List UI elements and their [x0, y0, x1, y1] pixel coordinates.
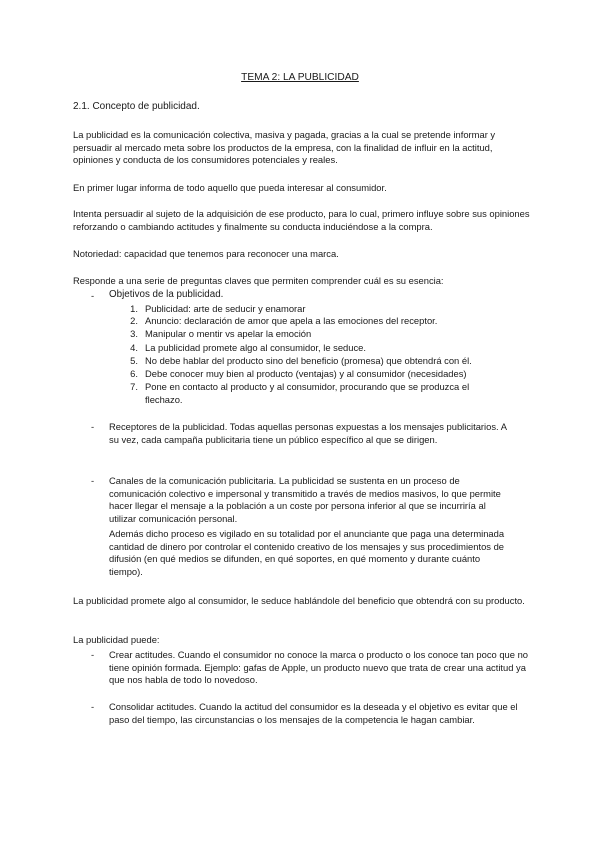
list-item-number: 1.: [130, 303, 138, 314]
list-item: No debe hablar del producto sino del beneficio (promesa) que obtendrá con él.: [145, 355, 472, 366]
paragraph-persuade: Intenta persuadir al sujeto de la adquisición de ese producto, para lo cual, primero influye sobre sus opiniones reforzando o cambiando actitudes y finalmente su conducta induciéndose a la compra.: [73, 208, 530, 232]
capability-consolidate: Consolidar actitudes. Cuando la actitud del consumidor es la deseada y el objetivo es evitar que el paso del tiempo, las circunstancias o los mensajes de la competencia le hagan cambiar.: [109, 701, 518, 725]
list-dash: -: [91, 421, 95, 432]
list-item: Manipular o mentir vs apelar la emoción: [145, 328, 312, 339]
channels-text: Canales de la comunicación publicitaria. La publicidad se sustenta en un proceso de comunicación colectivo e impersonal y transmitido a través de medios masivos, lo que permite hacer llegar el mensaje a la población a un coste por persona inferior al que se incurriría al utilizar comunicación personal.: [109, 475, 501, 524]
list-dash: -: [91, 290, 95, 301]
section-heading: 2.1. Concepto de publicidad.: [73, 101, 200, 112]
list-dash: -: [91, 475, 95, 486]
list-item: Publicidad: arte de seducir y enamorar: [145, 303, 306, 314]
paragraph-inform: En primer lugar informa de todo aquello que pueda interesar al consumidor.: [73, 182, 387, 193]
paragraph-questions-intro: Responde a una serie de preguntas claves que permiten comprender cuál es su esencia:: [73, 275, 444, 286]
list-item: Debe conocer muy bien al producto (ventajas) y al consumidor (necesidades): [145, 368, 467, 379]
capability-create: Crear actitudes. Cuando el consumidor no conoce la marca o producto o los conoce tan poco que no tiene opinión formada. Ejemplo: gafas de Apple, un producto nuevo que trata de crear una actitud ya que nos habla de todo lo novedoso.: [109, 649, 529, 686]
list-item-number: 7.: [130, 381, 138, 392]
paragraph-can-intro: La publicidad puede:: [73, 634, 160, 645]
channels-extra-text: Además dicho proceso es vigilado en su totalidad por el anunciante que paga una determinada cantidad de dinero por controlar el contenido creativo de los mensajes y sus procedimientos de difusión (en qué medios se difunden, en qué soportes, en qué momento y durante cuánto tiempo).: [109, 528, 505, 577]
receivers-text: Receptores de la publicidad. Todas aquellas personas expuestas a los mensajes publicitarios. A su vez, cada campaña publicitaria tiene un público específico al que se dirigen.: [109, 421, 507, 445]
list-item: La publicidad promete algo al consumidor, le seduce.: [145, 342, 366, 353]
paragraph-notoriety: Notoriedad: capacidad que tenemos para reconocer una marca.: [73, 248, 339, 259]
document-title: TEMA 2: LA PUBLICIDAD: [241, 72, 359, 83]
list-item-number: 6.: [130, 368, 138, 379]
objectives-label: Objetivos de la publicidad.: [109, 289, 224, 300]
list-item-number: 5.: [130, 355, 138, 366]
list-item-number: 4.: [130, 342, 138, 353]
list-item: Pone en contacto al producto y al consumidor, procurando que se produzca el flechazo.: [145, 381, 470, 405]
list-item-number: 2.: [130, 315, 138, 326]
list-dash: -: [91, 701, 95, 712]
paragraph-definition: La publicidad es la comunicación colectiva, masiva y pagada, gracias a la cual se pretende informar y persuadir al mercado meta sobre los productos de la empresa, con la finalidad de influir en la actitud, opiniones y conducta de los consumidores potenciales y reales.: [73, 129, 496, 166]
list-item: Anuncio: declaración de amor que apela a las emociones del receptor.: [145, 315, 438, 326]
paragraph-promise: La publicidad promete algo al consumidor, le seduce hablándole del beneficio que obtendrá con su producto.: [73, 595, 525, 606]
list-dash: -: [91, 649, 95, 660]
list-item-number: 3.: [130, 328, 138, 339]
